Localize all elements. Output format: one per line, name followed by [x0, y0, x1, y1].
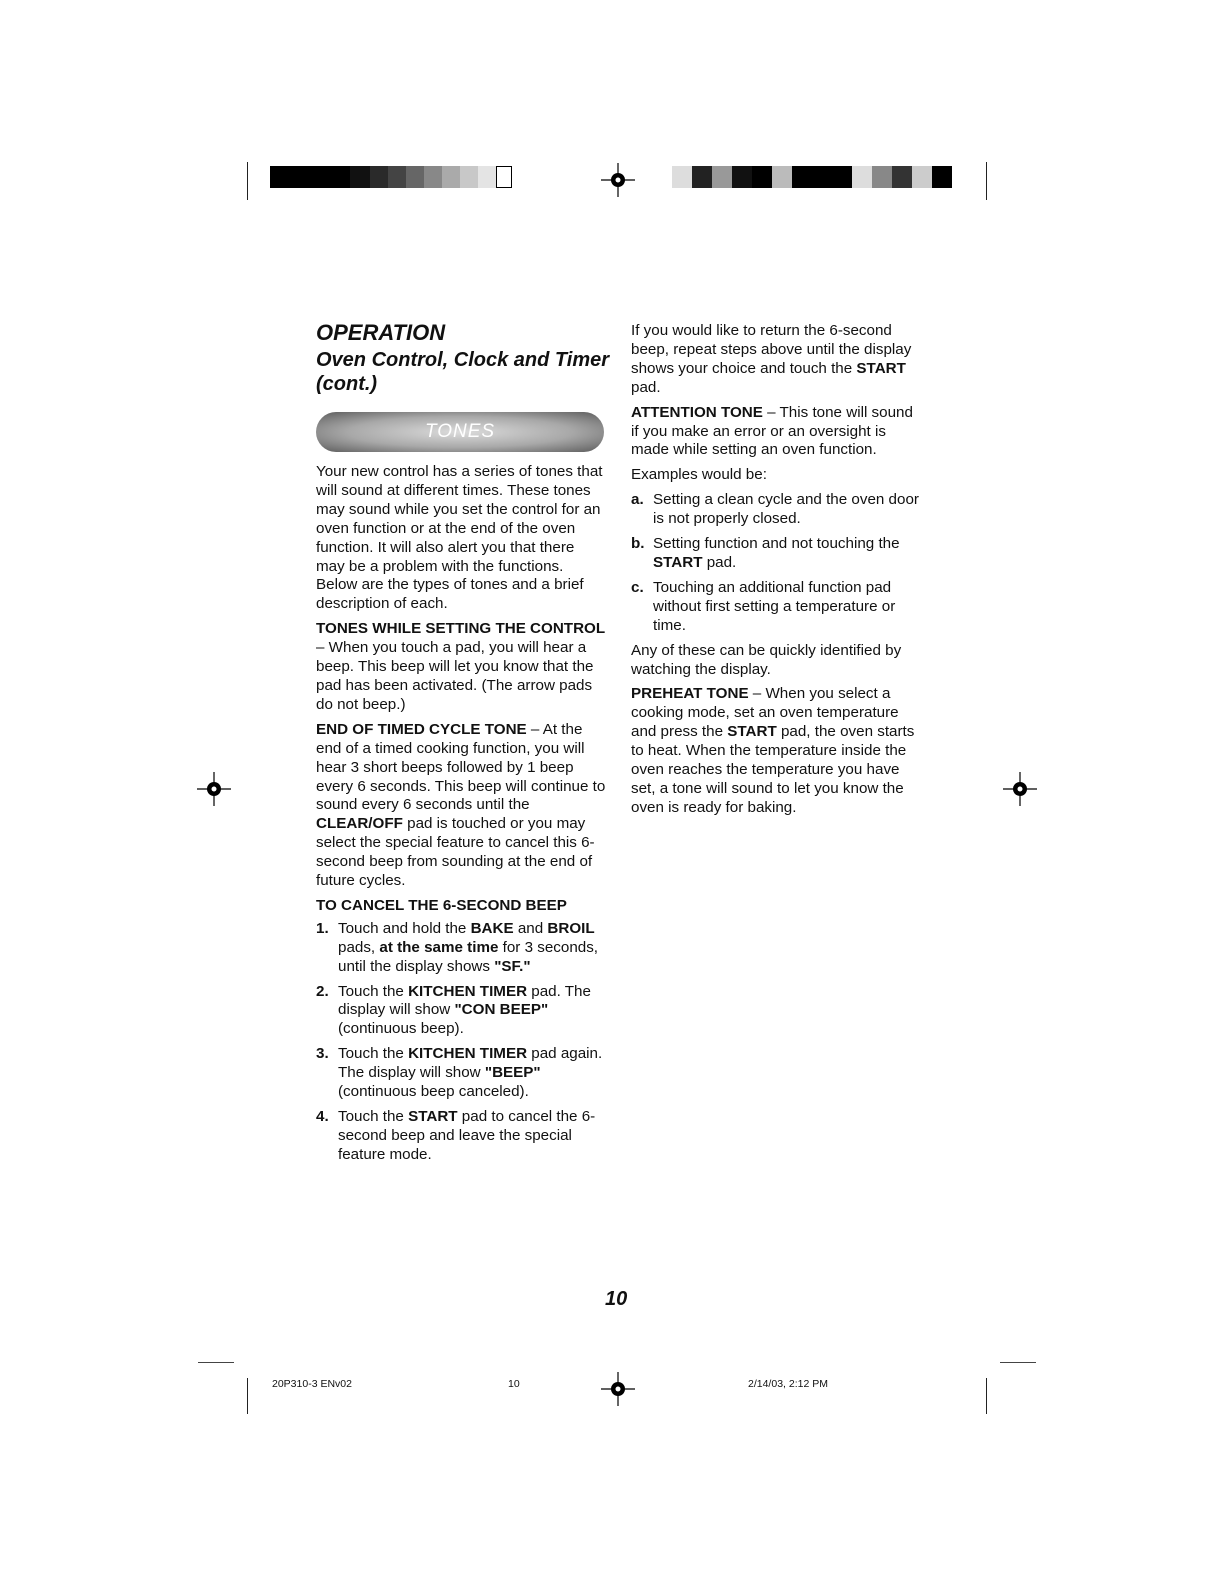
crop-line-bottom-left: [198, 1362, 234, 1363]
trim-mark-bottom-left: [247, 1378, 248, 1414]
section-title: OPERATION: [316, 320, 446, 345]
examples-intro: Examples would be:: [631, 466, 767, 484]
trim-mark-top-left: [247, 162, 248, 200]
list-item: 1. Touch and hold the BAKE and BROIL pads, at the same time for 3 seconds, until the display shows "SF.": [316, 919, 599, 975]
registration-mark-icon: [601, 163, 635, 197]
tones-banner: [316, 412, 604, 452]
color-bar-left: [270, 166, 512, 188]
tones-setting-paragraph: TONES WHILE SETTING THE CONTROL – When you touch a pad, you will hear a beep. This beep will let you know that the pad has been activated. (The arrow pads do not beep.): [316, 620, 606, 713]
page-heading: [316, 320, 616, 396]
trim-mark-top-right: [986, 162, 987, 200]
list-item: a. Setting a clean cycle and the oven door is not properly closed.: [631, 491, 919, 528]
section-subtitle: Oven Control, Clock and Timer (cont.): [316, 349, 610, 395]
end-cycle-paragraph: END OF TIMED CYCLE TONE – At the end of a timed cooking function, you will hear 3 short beeps followed by 1 beep every 6 seconds. This beep will continue to sound every 6 seconds until the CLEAR/OFF pad is touched or you may select the special feature to cancel this 6-second beep from sounding at the end of future cycles.: [316, 720, 606, 890]
list-item: 3. Touch the KITCHEN TIMER pad again. The display will show "BEEP" (continuous beep canceled).: [316, 1045, 603, 1101]
tones-banner-label: TONES: [424, 421, 496, 442]
registration-mark-icon: [1003, 772, 1037, 806]
footer-page: 10: [508, 1378, 520, 1390]
list-item: 4. Touch the START pad to cancel the 6-second beep and leave the special feature mode.: [316, 1108, 596, 1163]
left-column: [316, 463, 606, 1171]
list-item: b. Setting function and not touching the START pad.: [631, 535, 900, 571]
color-bar-right: [672, 166, 952, 188]
list-item: c. Touching an additional function pad without first setting a temperature or time.: [631, 578, 896, 634]
intro-paragraph: Your new control has a series of tones that will sound at different times. These tones may sound while you set the control for an oven function or at the end of the oven function. It will also alert you that there may be a problem with the functions. Below are the types of tones and a brief description of each.: [316, 463, 603, 613]
footer-file-id: 20P310-3 ENv02: [272, 1378, 352, 1390]
return-beep-paragraph: If you would like to return the 6-second beep, repeat steps above until the display shows your choice and touch the START pad.: [631, 322, 912, 396]
list-item: 2. Touch the KITCHEN TIMER pad. The display will show "CON BEEP" (continuous beep).: [316, 982, 591, 1038]
right-column: [631, 322, 919, 824]
attention-tone-paragraph: ATTENTION TONE – This tone will sound if you make an error or an oversight is made while setting an oven function.: [631, 403, 913, 459]
trim-mark-bottom-right: [986, 1378, 987, 1414]
footer-timestamp: 2/14/03, 2:12 PM: [748, 1378, 828, 1390]
registration-mark-icon: [601, 1372, 635, 1406]
page-number: 10: [605, 1288, 628, 1310]
registration-mark-icon: [197, 772, 231, 806]
identify-paragraph: Any of these can be quickly identified by watching the display.: [631, 641, 902, 678]
crop-line-bottom-right: [1000, 1362, 1036, 1363]
cancel-heading: TO CANCEL THE 6-SECOND BEEP: [316, 896, 567, 914]
preheat-tone-paragraph: PREHEAT TONE – When you select a cooking mode, set an oven temperature and press the START pad, the oven starts to heat. When the temperature inside the oven reaches the temperature you have set, a tone will sound to let you know the oven is ready for baking.: [631, 685, 915, 816]
